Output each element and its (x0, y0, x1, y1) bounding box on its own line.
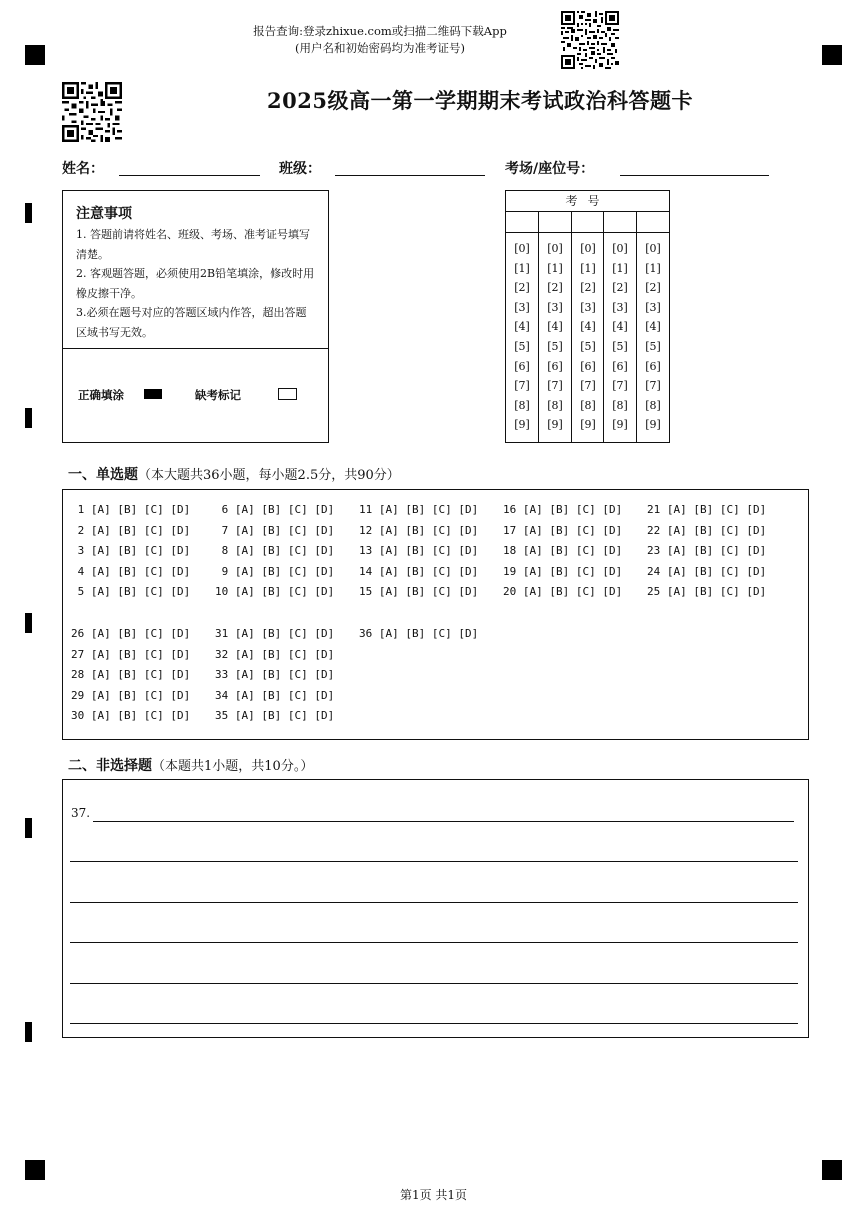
absent-mark-label: 缺考标记 (195, 388, 241, 402)
digit-bubble[interactable]: [3] (514, 300, 530, 314)
question-number: 29 (71, 688, 91, 702)
question-row (359, 503, 478, 516)
digit-bubble[interactable]: [1] (645, 261, 661, 275)
question-number: 11 (359, 503, 379, 516)
question-row (647, 585, 766, 598)
question-number: 3 (71, 544, 91, 558)
section1-note: （本大题共36小题，每小题2.5分，共90分） (138, 468, 400, 483)
answer-options[interactable]: [A] [B] [C] [D] (90, 688, 191, 702)
answer-options[interactable]: [A] [B] [C] [D] (234, 627, 335, 640)
digit-bubble[interactable]: [9] (547, 418, 563, 432)
absent-mark-checkbox[interactable] (278, 388, 297, 400)
question-row (647, 503, 766, 516)
room-seat-field[interactable] (620, 175, 769, 176)
answer-options[interactable]: [A] [B] [C] [D] (666, 585, 767, 599)
question-row (359, 585, 478, 598)
answer-options[interactable]: [A] [B] [C] [D] (666, 523, 767, 537)
timing-bar (25, 203, 32, 223)
answer-options[interactable]: [A] [B] [C] [D] (666, 564, 767, 578)
question-number: 23 (647, 544, 667, 558)
correct-fill-label: 正确填涂 (78, 388, 124, 402)
question-row (71, 585, 190, 598)
question-row (647, 565, 766, 578)
question-number: 8 (215, 544, 235, 558)
question-number: 30 (71, 709, 91, 723)
question-row (71, 544, 190, 557)
digit-bubble[interactable]: [4] (580, 320, 596, 334)
question-number: 18 (503, 544, 523, 558)
digit-bubble[interactable]: [5] (547, 340, 563, 353)
question-number: 35 (215, 709, 235, 723)
question-row (503, 565, 622, 578)
digit-bubble[interactable]: [9] (514, 418, 530, 432)
question-number: 12 (359, 523, 379, 537)
question-row (215, 648, 334, 661)
question-number: 26 (71, 627, 91, 640)
qr-code-icon (62, 82, 122, 142)
timing-bar (25, 1022, 32, 1042)
digit-bubble[interactable]: [2] (580, 281, 596, 295)
question-number: 14 (359, 564, 379, 578)
question-number: 19 (503, 564, 523, 578)
notice-divider (63, 348, 328, 349)
digit-bubble[interactable]: [8] (514, 398, 530, 412)
question-row (215, 544, 334, 557)
digit-bubble[interactable]: [8] (580, 398, 596, 412)
section1-title: 一、单选题 (68, 467, 138, 483)
digit-bubble[interactable]: [2] (612, 281, 628, 295)
name-field[interactable] (119, 175, 260, 176)
digit-bubble[interactable]: [4] (547, 320, 563, 334)
registration-mark-bottom-left (25, 1160, 45, 1180)
correct-fill-sample (144, 389, 162, 399)
answer-options[interactable]: [A] [B] [C] [D] (90, 503, 191, 516)
digit-bubble[interactable]: [1] (514, 261, 530, 275)
question-row (71, 648, 190, 661)
digit-bubble[interactable]: [9] (612, 418, 628, 432)
answer-options[interactable]: [A] [B] [C] [D] (234, 523, 335, 537)
registration-mark-top-right (822, 45, 842, 65)
digit-bubble[interactable]: [7] (580, 379, 596, 393)
question-row (215, 503, 334, 516)
question-number: 10 (215, 585, 235, 599)
question-row (71, 668, 190, 681)
digit-bubble[interactable]: [0] (514, 242, 530, 255)
notice-item: 1. 答题前请将姓名、班级、考场、准考证号填写清楚。 (76, 228, 310, 261)
digit-bubble[interactable]: [9] (645, 418, 661, 432)
digit-bubble[interactable]: [6] (612, 359, 628, 373)
digit-bubble[interactable]: [3] (612, 300, 628, 314)
question-row (359, 627, 478, 640)
question-number: 13 (359, 544, 379, 558)
digit-bubble[interactable]: [2] (645, 281, 661, 295)
answer-options[interactable]: [A] [B] [C] [D] (90, 544, 191, 558)
report-query-line: 报告查询:登录zhixue.com或扫描二维码下载App (253, 24, 507, 38)
question-row (71, 627, 190, 640)
question-row (359, 565, 478, 578)
answer-options[interactable]: [A] [B] [C] [D] (90, 523, 191, 537)
question-row (215, 668, 334, 681)
digit-bubble[interactable]: [5] (612, 340, 628, 353)
digit-bubble[interactable]: [5] (580, 340, 596, 353)
question-row (503, 524, 622, 537)
answer-options[interactable]: [A] [B] [C] [D] (378, 503, 479, 516)
answer-options[interactable]: [A] [B] [C] [D] (90, 668, 191, 682)
answer-options[interactable]: [A] [B] [C] [D] (90, 627, 191, 640)
answer-options[interactable]: [A] [B] [C] [D] (522, 503, 623, 516)
digit-bubble[interactable]: [0] (547, 242, 563, 255)
answer-options[interactable]: [A] [B] [C] [D] (522, 544, 623, 558)
question-row (647, 544, 766, 557)
section2-title: 二、非选择题 (68, 758, 152, 774)
answer-area-box[interactable] (62, 779, 809, 1038)
answer-options[interactable]: [A] [B] [C] [D] (378, 627, 479, 640)
notice-item: 3.必须在题号对应的答题区域内作答，超出答题区域书写无效。 (76, 306, 307, 339)
question-number: 25 (647, 585, 667, 599)
answer-options[interactable]: [A] [B] [C] [D] (234, 585, 335, 599)
answer-line (70, 942, 798, 943)
digit-bubble[interactable]: [3] (547, 300, 563, 314)
question-row (359, 544, 478, 557)
question-number: 9 (215, 564, 235, 578)
digit-bubble[interactable]: [8] (645, 398, 661, 412)
digit-bubble[interactable]: [3] (580, 300, 596, 314)
question-row (215, 709, 334, 722)
question-row (359, 524, 478, 537)
digit-bubble[interactable]: [7] (514, 379, 530, 393)
question-number: 1 (71, 503, 91, 516)
question-number: 2 (71, 523, 91, 537)
question-row (71, 709, 190, 722)
answer-options[interactable]: [A] [B] [C] [D] (666, 544, 767, 558)
question-row (215, 627, 334, 640)
digit-bubble[interactable]: [6] (514, 359, 530, 373)
page-footer: 第1页 共1页 (399, 1188, 468, 1202)
digit-bubble[interactable]: [1] (580, 261, 596, 275)
exam-number-write-row[interactable] (506, 212, 669, 233)
answer-options[interactable]: [A] [B] [C] [D] (234, 647, 335, 661)
question-number: 24 (647, 564, 667, 578)
digit-bubble[interactable]: [9] (580, 418, 596, 432)
answer-options[interactable]: [A] [B] [C] [D] (234, 688, 335, 702)
answer-options[interactable]: [A] [B] [C] [D] (234, 709, 335, 723)
digit-bubble[interactable]: [6] (580, 359, 596, 373)
question-row (647, 524, 766, 537)
question-number: 20 (503, 585, 523, 599)
digit-bubble[interactable]: [1] (612, 261, 628, 275)
notice-box (62, 190, 329, 443)
question-number: 36 (359, 627, 379, 640)
question-number: 33 (215, 668, 235, 682)
digit-bubble[interactable]: [5] (514, 340, 530, 353)
answer-options[interactable]: [A] [B] [C] [D] (234, 544, 335, 558)
answer-options[interactable]: [A] [B] [C] [D] (378, 544, 479, 558)
section2-heading (68, 755, 313, 775)
answer-line (70, 1023, 798, 1024)
question-row (71, 689, 190, 702)
answer-options[interactable]: [A] [B] [C] [D] (522, 523, 623, 537)
answer-line (70, 902, 798, 903)
question-number: 5 (71, 585, 91, 599)
digit-bubble[interactable]: [0] (580, 242, 596, 255)
answer-options[interactable]: [A] [B] [C] [D] (90, 647, 191, 661)
answer-line (70, 861, 798, 862)
answer-line (93, 821, 794, 822)
question-row (71, 503, 190, 516)
question-number: 17 (503, 523, 523, 537)
account-note: (用户名和初始密码均为准考证号) (295, 41, 465, 55)
answer-options[interactable]: [A] [B] [C] [D] (90, 709, 191, 723)
question-row (71, 524, 190, 537)
registration-mark-bottom-right (822, 1160, 842, 1180)
question-number: 15 (359, 585, 379, 599)
notice-item: 2. 客观题答题，必须使用2B铅笔填涂，修改时用橡皮擦干净。 (76, 267, 315, 300)
question-number: 4 (71, 564, 91, 578)
question-number: 6 (215, 503, 235, 516)
digit-bubble[interactable]: [3] (645, 300, 661, 314)
exam-number-header: 考号 (506, 191, 669, 212)
section1-heading (68, 464, 400, 484)
exam-number-grid (505, 190, 670, 443)
digit-bubble[interactable]: [2] (514, 281, 530, 295)
answer-options[interactable]: [A] [B] [C] [D] (234, 668, 335, 682)
name-label: 姓名： (62, 161, 104, 177)
question-row (71, 565, 190, 578)
question-number: 27 (71, 647, 91, 661)
question-number: 22 (647, 523, 667, 537)
answer-options[interactable]: [A] [B] [C] [D] (378, 523, 479, 537)
timing-bar (25, 408, 32, 428)
notice-heading: 注意事项 (76, 206, 132, 222)
multiple-choice-box (62, 489, 809, 740)
digit-bubble[interactable]: [2] (547, 281, 563, 295)
digit-bubble[interactable]: [7] (612, 379, 628, 393)
answer-options[interactable]: [A] [B] [C] [D] (234, 503, 335, 516)
class-field[interactable] (335, 175, 485, 176)
answer-options[interactable]: [A] [B] [C] [D] (90, 564, 191, 578)
question-row (503, 544, 622, 557)
question-number: 32 (215, 647, 235, 661)
question-number: 16 (503, 503, 523, 516)
section2-note: （本题共1小题，共10分。） (152, 759, 314, 774)
question-number: 7 (215, 523, 235, 537)
answer-options[interactable]: [A] [B] [C] [D] (234, 564, 335, 578)
digit-bubble[interactable]: [0] (612, 242, 628, 255)
question-number: 31 (215, 627, 235, 640)
registration-mark-top-left (25, 45, 45, 65)
answer-options[interactable]: [A] [B] [C] [D] (378, 564, 479, 578)
answer-line (70, 983, 798, 984)
digit-bubble[interactable]: [4] (514, 320, 530, 334)
digit-bubble[interactable]: [1] (547, 261, 563, 275)
digit-bubble[interactable]: [8] (547, 398, 563, 412)
question-row (215, 565, 334, 578)
class-label: 班级： (279, 161, 321, 177)
digit-bubble[interactable]: [4] (612, 320, 628, 334)
answer-options[interactable]: [A] [B] [C] [D] (522, 585, 623, 599)
question-number: 37. (71, 806, 91, 820)
answer-options[interactable]: [A] [B] [C] [D] (666, 503, 767, 516)
digit-bubble[interactable]: [4] (645, 320, 661, 334)
digit-bubble[interactable]: [6] (547, 359, 563, 373)
digit-bubble[interactable]: [5] (645, 340, 661, 353)
answer-options[interactable]: [A] [B] [C] [D] (522, 564, 623, 578)
question-row (215, 585, 334, 598)
question-number: 21 (647, 503, 667, 516)
question-row (503, 585, 622, 598)
question-number: 28 (71, 668, 91, 682)
answer-options[interactable]: [A] [B] [C] [D] (378, 585, 479, 599)
page-title: 2025级高一第一学期期末考试政治科答题卡 (267, 88, 693, 113)
question-row (215, 524, 334, 537)
digit-bubble[interactable]: [7] (547, 379, 563, 393)
answer-options[interactable]: [A] [B] [C] [D] (90, 585, 191, 599)
timing-bar (25, 613, 32, 633)
digit-bubble[interactable]: [7] (645, 379, 661, 393)
qr-code-icon (561, 11, 619, 69)
room-seat-label: 考场/座位号： (505, 161, 595, 177)
digit-bubble[interactable]: [6] (645, 359, 661, 373)
question-number: 34 (215, 688, 235, 702)
question-row (215, 689, 334, 702)
digit-bubble[interactable]: [0] (645, 242, 661, 255)
digit-bubble[interactable]: [8] (612, 398, 628, 412)
question-row (503, 503, 622, 516)
timing-bar (25, 818, 32, 838)
